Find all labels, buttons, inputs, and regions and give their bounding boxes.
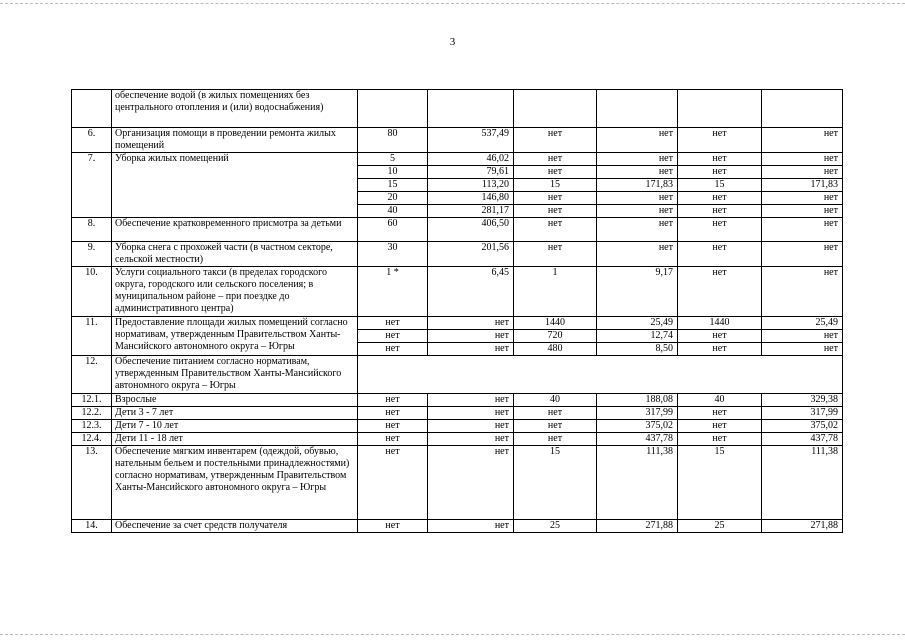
value-cell: 6,45: [428, 267, 514, 317]
row-description: Обеспечение мягким инвентарем (одеждой, обувью, нательным бельем и постельными принадлежностями) согласно нормативам, утвержденным Правительством Ханты-Мансийского автономного округа – Югры: [112, 446, 358, 520]
value-cell: 40: [678, 394, 762, 407]
value-cell: 10: [358, 166, 428, 179]
value-cell: 317,99: [762, 407, 843, 420]
row-description: Уборка жилых помещений: [112, 153, 358, 218]
value-cell: нет: [678, 166, 762, 179]
value-cell: 40: [514, 394, 597, 407]
value-cell: 15: [678, 179, 762, 192]
value-cell: 8,50: [597, 343, 678, 356]
value-cell: нет: [678, 343, 762, 356]
table-row: [72, 420, 843, 433]
value-cell: 1 *: [358, 267, 428, 317]
value-cell: нет: [678, 153, 762, 166]
value-cell: 437,78: [597, 433, 678, 446]
value-cell: 25,49: [597, 317, 678, 330]
value-cell: нет: [358, 446, 428, 520]
value-cell: нет: [597, 205, 678, 218]
value-cell: нет: [358, 343, 428, 356]
value-cell: 437,78: [762, 433, 843, 446]
value-cell: нет: [514, 192, 597, 205]
row-description: Дети 11 - 18 лет: [112, 433, 358, 446]
value-cell: 80: [358, 128, 428, 153]
table-body: [72, 90, 843, 533]
table-row: [72, 407, 843, 420]
value-cell: нет: [678, 407, 762, 420]
value-cell: 30: [358, 242, 428, 267]
value-cell: нет: [678, 330, 762, 343]
value-cell: нет: [428, 343, 514, 356]
table-row: [72, 446, 843, 520]
value-cell: [762, 90, 843, 128]
value-cell: нет: [514, 420, 597, 433]
value-cell: 171,83: [597, 179, 678, 192]
value-cell: нет: [762, 192, 843, 205]
value-cell: нет: [597, 166, 678, 179]
value-cell: нет: [762, 330, 843, 343]
value-cell: 25: [678, 520, 762, 533]
value-cell: нет: [597, 242, 678, 267]
row-number: 9.: [72, 242, 112, 267]
table-row: [72, 242, 843, 267]
value-cell: 480: [514, 343, 597, 356]
row-number: 10.: [72, 267, 112, 317]
value-cell: 375,02: [762, 420, 843, 433]
value-cell: нет: [678, 433, 762, 446]
value-cell: 60: [358, 218, 428, 242]
value-cell: 1440: [678, 317, 762, 330]
value-cell: нет: [428, 407, 514, 420]
value-cell: нет: [428, 433, 514, 446]
value-cell: 111,38: [597, 446, 678, 520]
row-description: Уборка снега с прохожей части (в частном секторе, сельской местности): [112, 242, 358, 267]
row-description: Обеспечение кратковременного присмотра за детьми: [112, 218, 358, 242]
value-cell: нет: [678, 205, 762, 218]
row-description: Обеспечение за счет средств получателя: [112, 520, 358, 533]
row-number: 11.: [72, 317, 112, 356]
value-cell: 188,08: [597, 394, 678, 407]
value-cell: нет: [514, 242, 597, 267]
value-cell: 375,02: [597, 420, 678, 433]
value-cell: 15: [678, 446, 762, 520]
row-description: Услуги социального такси (в пределах городского округа, городского или сельского поселения; в муниципальном районе – при поездке до административного центра): [112, 267, 358, 317]
value-cell: 271,88: [762, 520, 843, 533]
value-cell: нет: [428, 330, 514, 343]
value-cell: нет: [762, 242, 843, 267]
row-number: 6.: [72, 128, 112, 153]
value-cell: нет: [514, 433, 597, 446]
value-cell: нет: [428, 446, 514, 520]
page-number: 3: [449, 36, 456, 48]
value-cell: нет: [358, 330, 428, 343]
table-row: [72, 520, 843, 533]
value-cell: нет: [428, 394, 514, 407]
value-cell: [358, 90, 428, 128]
row-description: Дети 3 - 7 лет: [112, 407, 358, 420]
value-cell: 329,38: [762, 394, 843, 407]
value-cell: 271,88: [597, 520, 678, 533]
value-cell: 5: [358, 153, 428, 166]
value-cell: нет: [597, 192, 678, 205]
value-cell: 111,38: [762, 446, 843, 520]
scan-edge-bottom: [0, 634, 905, 635]
value-cell: 20: [358, 192, 428, 205]
value-cell: 40: [358, 205, 428, 218]
value-cell: нет: [597, 153, 678, 166]
value-cell: [428, 90, 514, 128]
value-cell: нет: [514, 128, 597, 153]
row-description: Дети 7 - 10 лет: [112, 420, 358, 433]
row-number: 12.3.: [72, 420, 112, 433]
table-row: [72, 267, 843, 317]
value-cell: нет: [358, 520, 428, 533]
table-row: [72, 433, 843, 446]
merged-value-cell: [358, 356, 843, 394]
row-number: [72, 90, 112, 128]
row-description: Взрослые: [112, 394, 358, 407]
value-cell: 720: [514, 330, 597, 343]
value-cell: нет: [428, 317, 514, 330]
value-cell: нет: [358, 433, 428, 446]
value-cell: нет: [678, 218, 762, 242]
value-cell: нет: [762, 166, 843, 179]
value-cell: нет: [762, 267, 843, 317]
row-description: Организация помощи в проведении ремонта жилых помещений: [112, 128, 358, 153]
table-row: [72, 153, 843, 166]
value-cell: нет: [762, 153, 843, 166]
value-cell: нет: [514, 218, 597, 242]
value-cell: нет: [358, 407, 428, 420]
table-row: [72, 356, 843, 394]
value-cell: [597, 90, 678, 128]
table-row: [72, 128, 843, 153]
row-number: 7.: [72, 153, 112, 218]
value-cell: нет: [514, 166, 597, 179]
row-description: обеспечение водой (в жилых помещениях без центрального отопления и (или) водоснабжения): [112, 90, 358, 128]
value-cell: нет: [678, 242, 762, 267]
row-description: Обеспечение питанием согласно нормативам, утвержденным Правительством Ханты-Мансийского автономного округа – Югры: [112, 356, 358, 394]
value-cell: нет: [762, 128, 843, 153]
value-cell: нет: [762, 343, 843, 356]
value-cell: 12,74: [597, 330, 678, 343]
value-cell: 15: [514, 446, 597, 520]
value-cell: 201,56: [428, 242, 514, 267]
row-number: 12.: [72, 356, 112, 394]
value-cell: нет: [678, 267, 762, 317]
value-cell: [514, 90, 597, 128]
value-cell: нет: [428, 520, 514, 533]
value-cell: [678, 90, 762, 128]
row-number: 12.4.: [72, 433, 112, 446]
value-cell: нет: [514, 407, 597, 420]
value-cell: 15: [514, 179, 597, 192]
value-cell: 9,17: [597, 267, 678, 317]
value-cell: 1440: [514, 317, 597, 330]
value-cell: нет: [678, 192, 762, 205]
value-cell: нет: [358, 394, 428, 407]
table-row: [72, 90, 843, 128]
services-table: [71, 89, 843, 533]
value-cell: 1: [514, 267, 597, 317]
value-cell: 25,49: [762, 317, 843, 330]
row-number: 13.: [72, 446, 112, 520]
value-cell: 25: [514, 520, 597, 533]
table-row: [72, 394, 843, 407]
value-cell: 146,80: [428, 192, 514, 205]
value-cell: нет: [762, 205, 843, 218]
row-number: 14.: [72, 520, 112, 533]
value-cell: 537,49: [428, 128, 514, 153]
value-cell: нет: [428, 420, 514, 433]
value-cell: нет: [597, 218, 678, 242]
value-cell: нет: [678, 420, 762, 433]
value-cell: 281,17: [428, 205, 514, 218]
value-cell: 79,61: [428, 166, 514, 179]
table-row: [72, 317, 843, 330]
table-row: [72, 218, 843, 242]
value-cell: 317,99: [597, 407, 678, 420]
row-description: Предоставление площади жилых помещений согласно нормативам, утвержденным Правительством Ханты-Мансийского автономного округа – Югры: [112, 317, 358, 356]
value-cell: 113,20: [428, 179, 514, 192]
value-cell: 406,50: [428, 218, 514, 242]
value-cell: нет: [358, 317, 428, 330]
value-cell: 15: [358, 179, 428, 192]
value-cell: нет: [678, 128, 762, 153]
value-cell: нет: [514, 153, 597, 166]
row-number: 12.2.: [72, 407, 112, 420]
value-cell: нет: [762, 218, 843, 242]
value-cell: нет: [597, 128, 678, 153]
value-cell: 46,02: [428, 153, 514, 166]
value-cell: нет: [514, 205, 597, 218]
value-cell: нет: [358, 420, 428, 433]
row-number: 8.: [72, 218, 112, 242]
scan-edge-top: [0, 3, 905, 4]
value-cell: 171,83: [762, 179, 843, 192]
row-number: 12.1.: [72, 394, 112, 407]
